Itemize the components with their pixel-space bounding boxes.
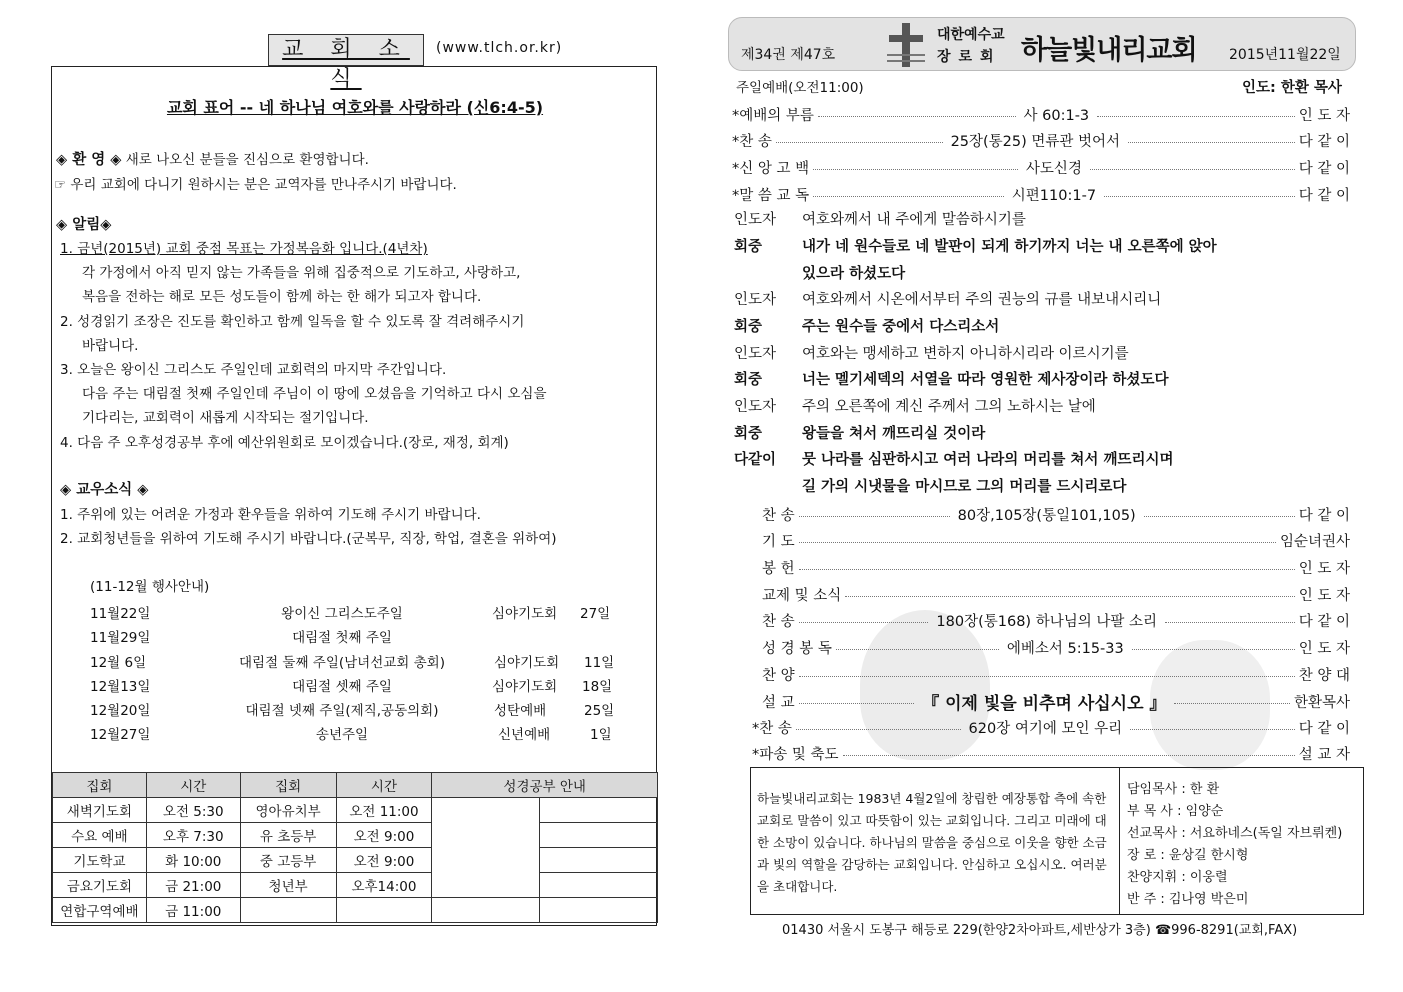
order-item: [752, 715, 1350, 739]
notice-2-line2: 바랍니다.: [82, 338, 139, 354]
issue-number: 제34권 제47호: [741, 47, 836, 63]
order-item: [762, 502, 1350, 526]
staff-item: 부 목 사 : 임양순: [1127, 804, 1224, 819]
table-cell: [540, 823, 658, 848]
event-date: 12월20일: [90, 703, 151, 719]
order-item: [762, 582, 1350, 606]
table-cell: [540, 848, 658, 873]
order-item: [762, 662, 1350, 686]
reading-text: 주는 원수들 중에서 다스리소서: [802, 319, 1000, 335]
table-header: 시간: [336, 773, 432, 798]
service-leader: 인도: 한환 목사: [1242, 80, 1342, 96]
order-label: 설 교: [762, 694, 795, 711]
divider: [1119, 768, 1120, 914]
staff-item: 반 주 : 김나영 박은미: [1127, 892, 1249, 907]
order-content: 사도신경: [1025, 160, 1082, 177]
event-date: 11월22일: [90, 606, 151, 622]
reading-speaker: 회중: [734, 426, 763, 442]
table-cell: 오후 7:30: [146, 823, 240, 848]
table-cell: 수요 예배: [53, 823, 147, 848]
event-extra: 신년예배: [498, 727, 551, 743]
table-cell: 화 10:00: [146, 848, 240, 873]
order-item: [762, 608, 1350, 632]
table-cell: 오전 9:00: [336, 823, 432, 848]
order-leader: 인 도 자: [1298, 560, 1350, 577]
order-label: *파송 및 축도: [752, 746, 839, 763]
event-extra: 심야기도회: [494, 655, 560, 671]
event-name: 왕이신 그리스도주일: [281, 606, 403, 622]
bulletin-header: [728, 17, 1356, 71]
notice-2: 2. 성경읽기 조장은 진도를 확인하고 함께 일독을 할 수 있도록 잘 격려해주시기: [60, 314, 525, 330]
order-label: *찬 송: [732, 133, 772, 150]
table-cell: [540, 873, 658, 898]
order-label: 찬 송: [762, 613, 795, 630]
table-cell: 청년부: [240, 873, 336, 898]
order-leader: 다 같 이: [1298, 187, 1350, 204]
reading-text: 너는 멜기세덱의 서열을 따라 영원한 제사장이라 하셨도다: [802, 372, 1169, 388]
table-cell: 영아유치부: [240, 798, 336, 823]
order-leader: 다 같 이: [1298, 160, 1351, 177]
reading-text: 뭇 나라를 심판하시고 여러 나라의 머리를 쳐서 깨뜨리시며: [802, 452, 1174, 468]
reading-text: 왕들을 쳐서 깨뜨리실 것이라: [802, 426, 986, 442]
order-label: 찬 양: [762, 667, 795, 684]
event-name: 송년주일: [315, 727, 369, 743]
reading-speaker: 인도자: [734, 399, 777, 415]
notice-1: 1. 금년(2015년) 교회 중점 목표는 가정복음화 입니다.(4년차): [60, 241, 428, 257]
order-label: 찬 송: [762, 507, 795, 524]
table-cell: 새벽기도회: [53, 798, 147, 823]
reading-speaker: 회중: [734, 372, 763, 388]
member-news-1: 1. 주위에 있는 어려운 가정과 환우들을 위하여 기도해 주시기 바랍니다.: [60, 507, 481, 523]
reading-speaker: 회중: [734, 239, 763, 255]
staff-item: 장 로 : 윤상길 한시형: [1127, 848, 1249, 863]
church-info-box: [750, 767, 1364, 915]
table-cell: 오전 9:00: [336, 848, 432, 873]
order-content: 에베소서 5:15-33: [1006, 640, 1124, 657]
order-item: [732, 128, 1350, 152]
order-label: 교제 및 소식: [762, 587, 842, 604]
order-label: *찬 송: [752, 720, 792, 737]
bulletin-date: 2015년11월22일: [1229, 47, 1341, 63]
table-cell: 금요기도회: [53, 873, 147, 898]
reading-text: 주의 오른쪽에 계신 주께서 그의 노하시는 날에: [802, 399, 1096, 415]
reading-speaker: 회중: [734, 319, 763, 335]
notice-3-line2: 다음 주는 대림절 첫째 주일인데 주님이 이 땅에 오셨음을 기억하고 다시 오심을: [82, 386, 547, 402]
staff-item: 담임목사 : 한 환: [1127, 782, 1220, 797]
event-extra: 심야기도회: [492, 679, 558, 695]
event-day: 25일: [584, 703, 615, 719]
notice-4: 4. 다음 주 오후성경공부 후에 예산위원회로 모이겠습니다.(장로, 재정, 회계): [60, 435, 509, 451]
order-leader: 인 도 자: [1298, 587, 1350, 604]
reading-text: 여호와께서 내 주에게 말씀하시기를: [802, 212, 1026, 228]
table-row: [53, 898, 658, 923]
table-cell: 금 21:00: [146, 873, 240, 898]
welcome-note: ☞ 우리 교회에 다니기 원하시는 분은 교역자를 만나주시기 바랍니다.: [54, 177, 457, 193]
table-header: 집회: [53, 773, 147, 798]
table-row: [53, 848, 658, 873]
table-cell: [540, 898, 658, 923]
table-cell: [240, 898, 336, 923]
event-date: 11월29일: [90, 630, 151, 646]
order-leader: 다 같 이: [1298, 720, 1350, 737]
event-name: 대림절 넷째 주일(제직,공동의회): [245, 703, 439, 719]
event-name: 대림절 첫째 주일: [292, 630, 392, 646]
events-heading: (11-12월 행사안내): [90, 579, 210, 595]
order-label: *신 앙 고 백: [732, 160, 810, 177]
order-label: *말 씀 교 독: [732, 187, 810, 204]
table-cell: 오전 11:00: [336, 798, 432, 823]
welcome-heading: ◈ 환 영 ◈: [56, 152, 122, 168]
member-news-2: 2. 교회청년들을 위하여 기도해 주시기 바랍니다.(군복무, 직장, 학업, 결혼을 위하여): [60, 531, 557, 547]
order-content: 사 60:1-3: [1023, 107, 1090, 124]
order-item: [762, 555, 1350, 579]
reading-text: 길 가의 시냇물을 마시므로 그의 머리를 드시리로다: [802, 479, 1127, 495]
event-date: 12월 6일: [90, 655, 147, 671]
event-name: 대림절 둘째 주일(남녀선교회 총회): [239, 655, 445, 671]
event-day: 1일: [590, 727, 612, 743]
news-panel: [51, 66, 657, 926]
order-leader: 다 같 이: [1298, 613, 1351, 630]
order-leader: 임순녀권사: [1279, 533, 1350, 550]
order-label: 봉 헌: [762, 560, 795, 577]
table-header: 시간: [146, 773, 240, 798]
church-address: 01430 서울시 도봉구 해등로 229(한양2차아파트,세반상가 3층) ☎996-8291(교회,FAX): [782, 923, 1298, 938]
table-cell: 연합구역예배: [53, 898, 147, 923]
order-item: [732, 102, 1350, 126]
event-day: 27일: [580, 606, 611, 622]
order-item: [752, 741, 1350, 765]
order-leader: 인 도 자: [1298, 640, 1350, 657]
order-leader: 설 교 자: [1298, 746, 1350, 763]
table-cell: 오후14:00: [336, 873, 432, 898]
order-leader: 다 같 이: [1298, 133, 1350, 150]
table-header: 집회: [240, 773, 336, 798]
reading-text: 여호와는 맹세하고 변하지 아니하시리라 이르시기를: [802, 346, 1129, 362]
table-cell: [432, 798, 540, 898]
table-cell: [336, 898, 432, 923]
order-leader: 한환목사: [1293, 694, 1351, 711]
website-url[interactable]: (www.tlch.or.kr): [436, 40, 563, 56]
sermon-title: 『 이제 빛을 비추며 사십시오 』: [922, 693, 1167, 714]
church-name: 하늘빛내리교회: [1021, 35, 1197, 66]
reading-speaker: 다같이: [734, 452, 777, 468]
table-header: 성경공부 안내: [432, 773, 658, 798]
table-row: [53, 873, 658, 898]
reading-text: 여호와께서 시온에서부터 주의 권능의 규를 내보내시리니: [802, 292, 1162, 308]
order-item: [732, 182, 1350, 206]
table-cell: 기도학교: [53, 848, 147, 873]
order-item: [732, 155, 1350, 179]
notice-1-line3: 복음을 전하는 해로 모든 성도들이 함께 하는 한 해가 되고자 합니다.: [82, 289, 482, 305]
cross-logo-icon: [885, 21, 927, 69]
event-date: 12월27일: [90, 727, 151, 743]
order-content: 시편110:1-7: [1011, 187, 1097, 204]
order-content: 620장 여기에 모인 우리: [968, 720, 1123, 737]
notice-1-line2: 각 가정에서 아직 믿지 않는 가족들을 위해 집중적으로 기도하고, 사랑하고,: [82, 265, 521, 281]
staff-item: 찬양지휘 : 이웅렬: [1127, 870, 1228, 885]
table-row: [53, 823, 658, 848]
order-label: *예배의 부름: [732, 107, 814, 124]
service-title: 주일예배(오전11:00): [736, 80, 864, 96]
reading-text: 있으라 하셨도다: [802, 266, 906, 282]
order-label: 기 도: [762, 533, 795, 550]
member-news-heading: ◈ 교우소식 ◈: [60, 482, 149, 498]
denomination-line1: 대한예수교: [937, 27, 1005, 43]
staff-item: 선교목사 : 서요하네스(독일 자브뤼켄): [1127, 826, 1343, 841]
notice-heading: ◈ 알림◈: [56, 217, 112, 233]
meeting-schedule-table: [52, 772, 658, 923]
table-cell: 중 고등부: [240, 848, 336, 873]
table-cell: 유 초등부: [240, 823, 336, 848]
reading-speaker: 인도자: [734, 292, 777, 308]
table-cell: 오전 5:30: [146, 798, 240, 823]
event-extra: 심야기도회: [492, 606, 558, 622]
reading-text: 내가 네 원수들로 네 발판이 되게 하기까지 너는 내 오른쪽에 앉아: [802, 239, 1217, 255]
order-content: 80장,105장(통일101,105): [957, 507, 1136, 524]
event-date: 12월13일: [90, 679, 151, 695]
event-day: 11일: [584, 655, 615, 671]
table-cell: [432, 898, 540, 923]
order-label: 성 경 봉 독: [762, 640, 832, 657]
order-content: 25장(통25) 면류관 벗어서: [950, 133, 1121, 150]
table-cell: [540, 798, 658, 823]
table-cell: 금 11:00: [146, 898, 240, 923]
event-name: 대림절 셋째 주일: [292, 679, 392, 695]
event-day: 18일: [582, 679, 613, 695]
table-row: [53, 798, 658, 823]
reading-speaker: 인도자: [734, 346, 777, 362]
notice-3-line3: 기다리는, 교회력이 새롭게 시작되는 절기입니다.: [82, 410, 369, 426]
event-extra: 성탄예배: [494, 703, 547, 719]
order-item: [762, 635, 1350, 659]
church-motto: 교회 표어 -- 네 하나님 여호와를 사랑하라 (신6:4-5): [166, 98, 544, 117]
newsletter-title: 교 회 소 식: [268, 34, 424, 66]
order-leader: 찬 양 대: [1298, 667, 1350, 684]
order-leader: 다 같 이: [1298, 507, 1351, 524]
notice-3: 3. 오늘은 왕이신 그리스도 주일인데 교회력의 마지막 주간입니다.: [60, 362, 447, 378]
order-item: [762, 689, 1350, 713]
order-leader: 인 도 자: [1298, 107, 1351, 124]
church-introduction: 하늘빛내리교회는 1983년 4월2일에 창립한 예장통합 측에 속한 교회로 말씀이 있고 따뜻함이 있는 교회입니다. 그리고 미래에 대한 소망이 있습니다. 하나님의 말씀을 중심으로 이웃을 향한 소금과 빛의 역할을 감당하는 교회입니다. 안심하고 오십시오. 여러분을 초대합니다.: [757, 791, 1107, 894]
reading-speaker: 인도자: [734, 212, 777, 228]
denomination-line2: 장로회: [937, 49, 1002, 65]
order-content: 180장(통168) 하나님의 나팔 소리: [936, 613, 1157, 630]
welcome-text: 새로 나오신 분들을 진심으로 환영합니다.: [125, 152, 369, 168]
order-item: [762, 528, 1350, 552]
